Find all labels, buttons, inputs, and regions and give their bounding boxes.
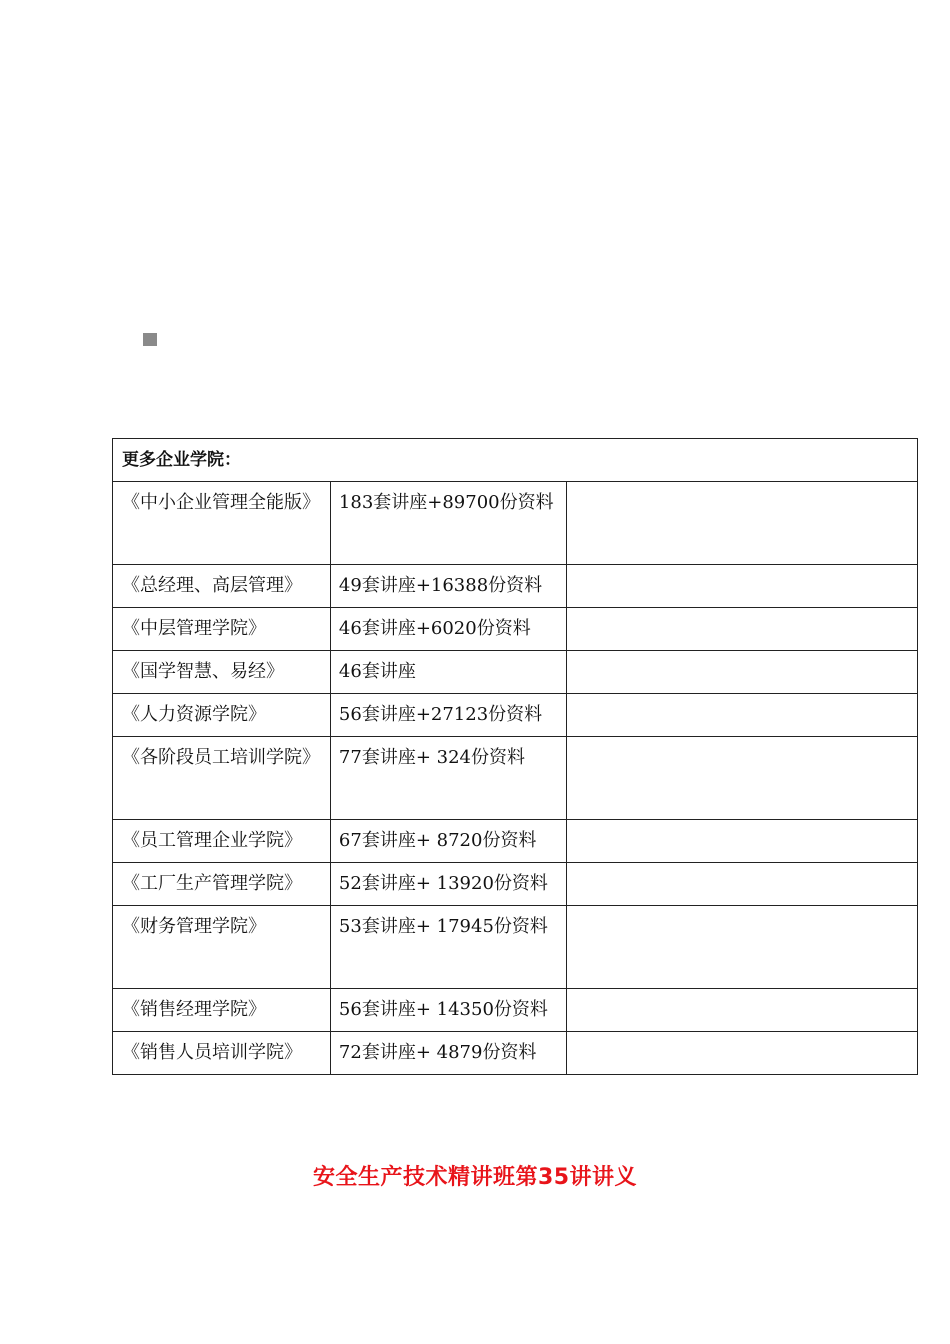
course-count: 77套讲座+ 324份资料	[330, 737, 566, 820]
empty-cell	[566, 1032, 917, 1075]
empty-cell	[566, 737, 917, 820]
college-name: 《员工管理企业学院》	[113, 820, 331, 863]
document-title: 安全生产技术精讲班第35讲讲义	[312, 1165, 638, 1190]
course-count: 56套讲座+ 14350份资料	[330, 989, 566, 1032]
empty-cell	[566, 820, 917, 863]
table-row	[113, 906, 918, 989]
enterprise-college-table	[112, 438, 918, 1075]
course-count: 46套讲座+6020份资料	[330, 608, 566, 651]
table-row	[113, 820, 918, 863]
college-name: 《销售人员培训学院》	[113, 1032, 331, 1075]
table-row	[113, 565, 918, 608]
empty-cell	[566, 906, 917, 989]
table-header: 更多企业学院：	[113, 439, 918, 482]
empty-cell	[566, 565, 917, 608]
course-count: 46套讲座	[330, 651, 566, 694]
course-count: 53套讲座+ 17945份资料	[330, 906, 566, 989]
table-header-row	[113, 439, 918, 482]
square-bullet-icon	[143, 333, 157, 346]
table-row	[113, 737, 918, 820]
college-name: 《工厂生产管理学院》	[113, 863, 331, 906]
table-row	[113, 651, 918, 694]
empty-cell	[566, 989, 917, 1032]
empty-cell	[566, 608, 917, 651]
college-name: 《财务管理学院》	[113, 906, 331, 989]
college-name: 《国学智慧、易经》	[113, 651, 331, 694]
college-name: 《各阶段员工培训学院》	[113, 737, 331, 820]
empty-cell	[566, 482, 917, 565]
college-name: 《中层管理学院》	[113, 608, 331, 651]
course-count: 52套讲座+ 13920份资料	[330, 863, 566, 906]
table-row	[113, 608, 918, 651]
empty-cell	[566, 651, 917, 694]
college-name: 《销售经理学院》	[113, 989, 331, 1032]
college-name: 《中小企业管理全能版》	[113, 482, 331, 565]
college-name: 《总经理、高层管理》	[113, 565, 331, 608]
course-count: 49套讲座+16388份资料	[330, 565, 566, 608]
course-count: 56套讲座+27123份资料	[330, 694, 566, 737]
college-name: 《人力资源学院》	[113, 694, 331, 737]
course-count: 72套讲座+ 4879份资料	[330, 1032, 566, 1075]
table-row	[113, 989, 918, 1032]
table-row	[113, 482, 918, 565]
empty-cell	[566, 863, 917, 906]
empty-cell	[566, 694, 917, 737]
table-row	[113, 694, 918, 737]
course-count: 183套讲座+89700份资料	[330, 482, 566, 565]
table-row	[113, 1032, 918, 1075]
course-count: 67套讲座+ 8720份资料	[330, 820, 566, 863]
table-row	[113, 863, 918, 906]
